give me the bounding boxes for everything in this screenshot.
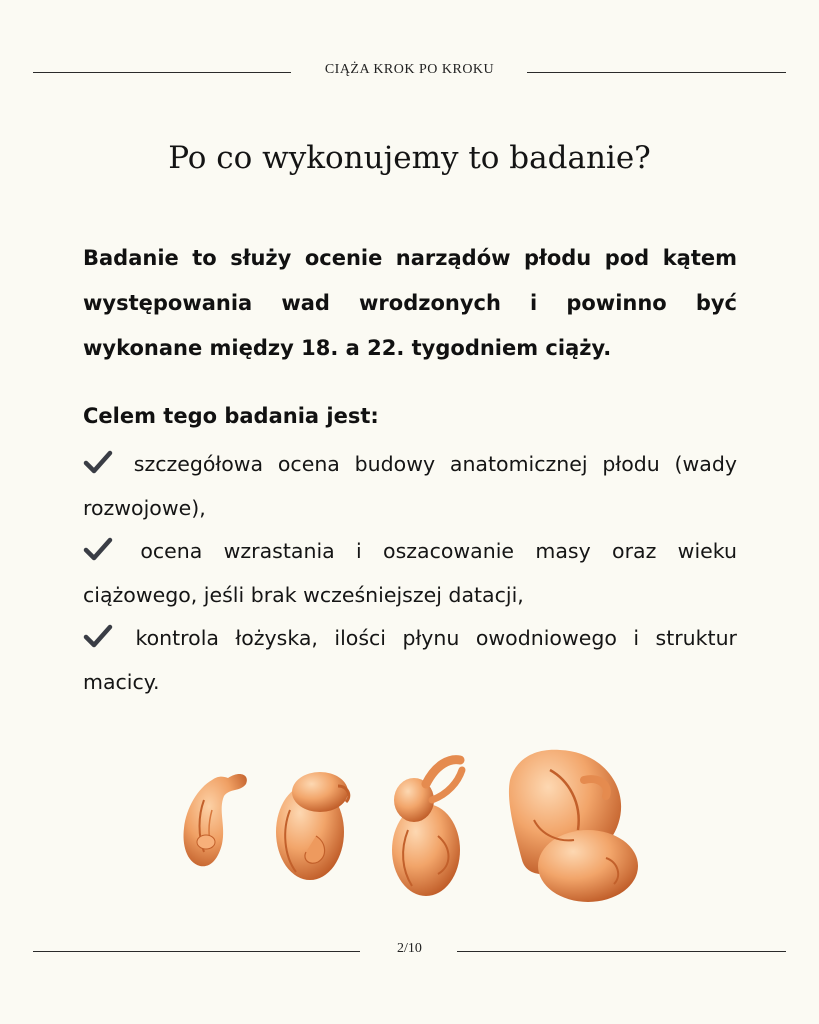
series-title: CIĄŻA KROK PO KROKU (324, 62, 495, 77)
goal-item (83, 530, 737, 617)
fetal-development-illustration (170, 740, 650, 910)
goal-item (83, 443, 737, 530)
goal-text: kontrola łożyska, ilości płynu owodniowego i struktur macicy. (83, 626, 737, 694)
goal-text: ocena wzrastania i oszacowanie masy oraz wieku ciążowego, jeśli brak wcześniejszej datacji, (83, 539, 737, 607)
page-number: 2/10 (397, 941, 422, 956)
fetus-stage-3 (392, 760, 462, 896)
checkmark-icon (83, 624, 113, 648)
embryo-stage-1 (184, 774, 247, 866)
checkmark-icon (83, 537, 113, 561)
checkmark-icon (83, 450, 113, 474)
goal-item (83, 617, 737, 704)
goals-heading: Celem tego badania jest: (83, 404, 379, 428)
footer-rule-right (457, 951, 786, 952)
intro-paragraph: Badanie to służy ocenie narządów płodu pod kątem występowania wad wrodzonych i powinno być wykonane między 18. a 22. tygodniem ciąży. (83, 246, 737, 360)
page-title: Po co wykonujemy to badanie? (168, 140, 651, 176)
goals-list (83, 443, 737, 704)
goal-text: szczegółowa ocena budowy anatomicznej płodu (wady rozwojowe), (83, 452, 737, 520)
fetus-stage-4 (509, 750, 638, 902)
header-rule-right (527, 72, 786, 73)
fetus-stage-2 (276, 772, 349, 880)
